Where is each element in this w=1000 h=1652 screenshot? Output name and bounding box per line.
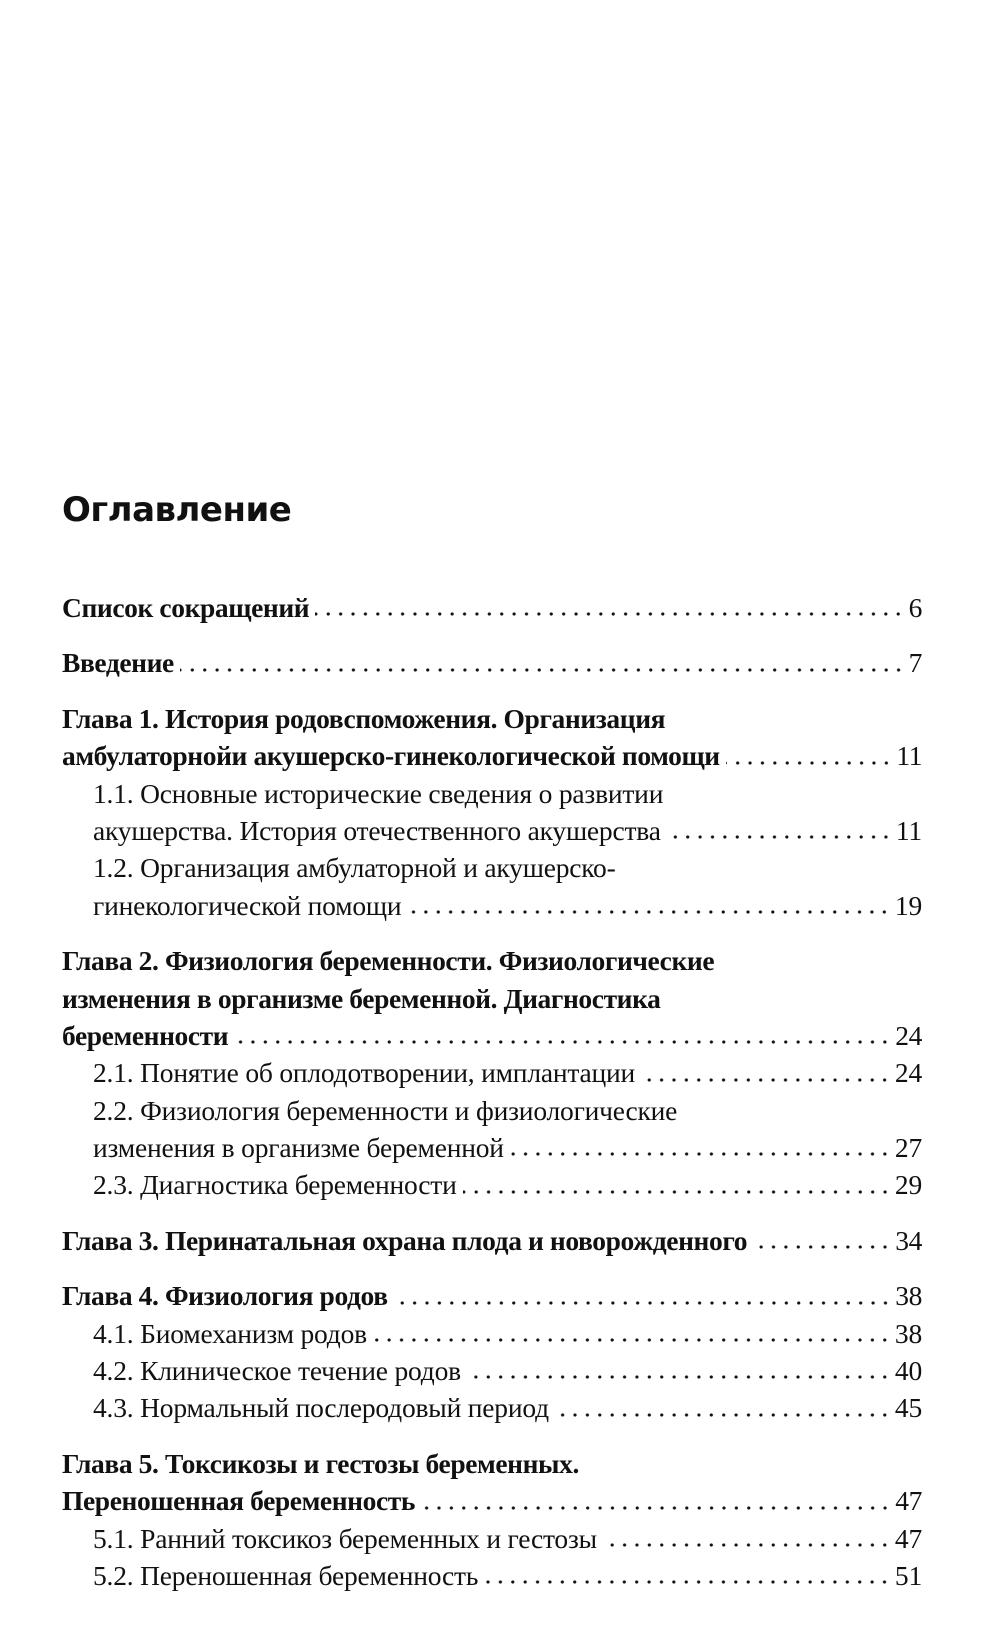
toc-subentry-line[interactable] xyxy=(62,1166,922,1203)
page-number: 40 xyxy=(894,1355,922,1387)
page-number: 34 xyxy=(895,1224,922,1256)
entry-title: 5.2. Переношенная беременность xyxy=(93,1559,479,1591)
entry-title: 1.2. Организация амбулаторной и акушерско- xyxy=(93,852,616,884)
dot-leader xyxy=(603,1542,891,1548)
page-number: 27 xyxy=(894,1132,922,1164)
toc-entry[interactable] xyxy=(62,1445,922,1595)
toc-subentry-line[interactable] xyxy=(62,812,922,849)
entry-title: беременности xyxy=(62,1019,229,1051)
page-title: Оглавление xyxy=(62,490,292,530)
page-number: 47 xyxy=(894,1522,922,1554)
dot-leader xyxy=(394,1300,892,1306)
page-number: 45 xyxy=(894,1392,922,1424)
entry-title: Глава 4. Физиология родов xyxy=(62,1280,388,1312)
toc-entry[interactable] xyxy=(62,1277,922,1427)
dot-leader xyxy=(484,1579,891,1585)
table-of-contents xyxy=(62,589,922,1612)
toc-subentry-line[interactable] xyxy=(62,1352,922,1389)
dot-leader xyxy=(753,1244,891,1250)
dot-leader xyxy=(641,1077,891,1083)
toc-entry-line[interactable] xyxy=(62,700,922,737)
dot-leader xyxy=(510,1151,891,1157)
dot-leader xyxy=(234,1039,891,1045)
toc-entry-line[interactable] xyxy=(62,1222,922,1259)
entry-title: 2.1. Понятие об оплодотворении, имплантации xyxy=(93,1057,636,1089)
page-number: 24 xyxy=(894,1057,922,1089)
entry-title: акушерства. История отечественного акушерства xyxy=(93,814,661,846)
dot-leader xyxy=(407,909,891,915)
toc-subentry-line[interactable] xyxy=(62,887,922,924)
entry-title: Глава 3. Перинатальная охрана плода и новорожденного xyxy=(62,1224,748,1256)
page-number: 29 xyxy=(894,1169,922,1201)
dot-leader xyxy=(373,1337,891,1343)
toc-subentry-line[interactable] xyxy=(62,1520,922,1557)
entry-title: гинекологической помощи xyxy=(93,889,402,921)
toc-entry-line[interactable] xyxy=(62,737,922,774)
dot-leader xyxy=(463,1189,891,1195)
toc-entry-line[interactable] xyxy=(62,1445,922,1482)
entry-title: изменения в организме беременной. Диагностика xyxy=(62,982,661,1014)
page-number: 38 xyxy=(894,1317,922,1349)
dot-leader xyxy=(467,1374,891,1380)
dot-leader xyxy=(315,611,904,617)
entry-title: 2.2. Физиология беременности и физиологические xyxy=(93,1094,678,1126)
toc-entry-line[interactable] xyxy=(62,1482,922,1519)
toc-entry-line[interactable] xyxy=(62,942,922,979)
toc-entry[interactable] xyxy=(62,589,922,626)
dot-leader xyxy=(667,834,892,840)
toc-entry[interactable] xyxy=(62,644,922,681)
toc-entry-line[interactable] xyxy=(62,1017,922,1054)
page-number: 51 xyxy=(894,1559,922,1591)
toc-subentry-line[interactable] xyxy=(62,1557,922,1594)
toc-subentry-line[interactable] xyxy=(62,849,922,886)
page-number: 11 xyxy=(896,740,922,772)
dot-leader xyxy=(726,760,893,766)
page-number: 11 xyxy=(895,814,922,846)
toc-subentry-line[interactable] xyxy=(62,1315,922,1352)
entry-title: изменения в организме беременной xyxy=(93,1132,504,1164)
toc-subentry-line[interactable] xyxy=(62,1389,922,1426)
entry-title: Глава 1. История родовспоможения. Организация xyxy=(62,702,666,734)
page-number: 19 xyxy=(894,889,922,921)
toc-entry-line[interactable] xyxy=(62,644,922,681)
toc-entry[interactable] xyxy=(62,1222,922,1259)
entry-title: 1.1. Основные исторические сведения о развитии xyxy=(93,777,664,809)
dot-leader xyxy=(421,1505,891,1511)
entry-title: Введение xyxy=(62,647,174,679)
toc-entry[interactable] xyxy=(62,942,922,1204)
toc-subentry-line[interactable] xyxy=(62,775,922,812)
page-number: 38 xyxy=(895,1280,922,1312)
dot-leader xyxy=(555,1412,891,1418)
page-number: 24 xyxy=(895,1019,922,1051)
entry-title: Список сокращений xyxy=(62,591,310,623)
entry-title: 4.2. Клиническое течение родов xyxy=(93,1355,461,1387)
toc-subentry-line[interactable] xyxy=(62,1092,922,1129)
entry-title: Переношенная беременность xyxy=(62,1485,416,1517)
dot-leader xyxy=(180,667,905,673)
toc-entry-line[interactable] xyxy=(62,1277,922,1314)
entry-title: 4.1. Биомеханизм родов xyxy=(93,1317,367,1349)
toc-entry-line[interactable] xyxy=(62,589,922,626)
entry-title: Глава 5. Токсикозы и гестозы беременных. xyxy=(62,1447,579,1479)
entry-title: Глава 2. Физиология беременности. Физиологические xyxy=(62,945,715,977)
toc-subentry-line[interactable] xyxy=(62,1129,922,1166)
entry-title: амбулаторнойи акушерско-гинекологической помощи xyxy=(62,740,720,772)
entry-title: 4.3. Нормальный послеродовый период xyxy=(93,1392,549,1424)
page-number: 7 xyxy=(908,647,922,679)
page-number: 47 xyxy=(895,1485,922,1517)
page-number: 6 xyxy=(908,591,922,623)
entry-title: 5.1. Ранний токсикоз беременных и гестозы xyxy=(93,1522,597,1554)
toc-subentry-line[interactable] xyxy=(62,1054,922,1091)
entry-title: 2.3. Диагностика беременности xyxy=(93,1169,457,1201)
toc-entry-line[interactable] xyxy=(62,980,922,1017)
toc-entry[interactable] xyxy=(62,700,922,924)
